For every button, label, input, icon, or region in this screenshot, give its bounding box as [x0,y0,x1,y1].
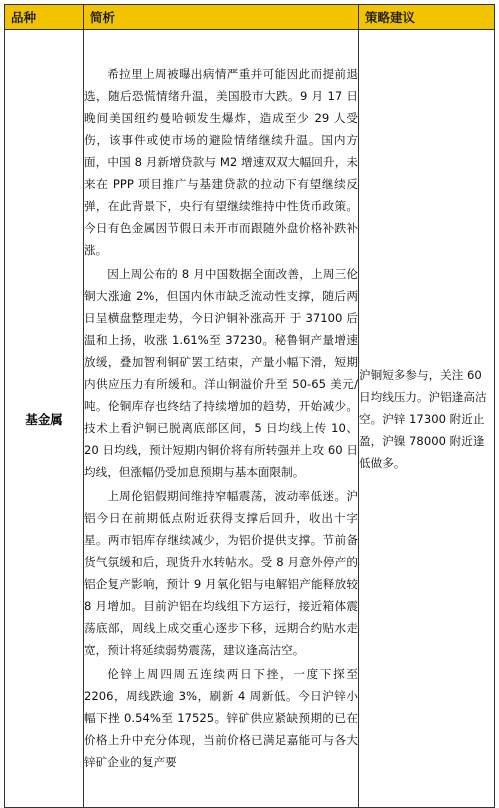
header-row [5,5,495,30]
table-row [5,30,495,808]
advice-cell: 沪铜短多参与，关注 60 日均线压力。沪铝逢高沽空。沪锌 17300 附近止盈，沪镍 78000 附近逢低做多。 [359,30,495,808]
header-advice: 策略建议 [359,5,495,30]
header-variety: 品种 [5,5,84,30]
strategy-table [4,4,495,808]
header-analysis: 简析 [84,5,359,30]
variety-cell: 基金属 [5,30,84,808]
analysis-paragraph-aluminum: 上周伦铝假期间维持窄幅震荡，波动率低迷。沪铝今日在前期低点附近获得支撑后回升，收出十字星。两市铝库存继续减少，为铝价提供支撑。节前备货气氛缓和后，现货升水转帖水。受 8 月意外停产的铝企复产影响，预计 9 月氧化铝与电解铝产能释放较 8 月增加。目前沪铝在均线组下方运行，接近箱体震荡底部，周线上成交重心逐步下移，远期合约贴水走宽，预计将延续弱势震荡，建议逢高沽空。 [84,488,358,657]
analysis-paragraph-macro: 希拉里上周被曝出病情严重并可能因此而提前退选，随后恐慌情绪升温，美国股市大跌。9 月 17 日晚间美国纽约曼哈顿发生爆炸，造成至少 29 人受伤，该事件或使市场的避险情绪继续升温。国内方面，中国 8 月新增贷款与 M2 增速双双大幅回升，未来在 PPP 项目推广与基建贷款的拉动下有望继续反弹，在此背景下，央行有望继续维持中性货币政策。今日有色金属因节假日未开市而跟随外盘价格补跌补涨。 [84,66,358,257]
analysis-cell [84,30,359,808]
analysis-paragraph-zinc: 伦锌上周四周五连续两日下挫，一度下探至 2206，周线跌逾 3%，刷新 4 周新低。今日沪锌小幅下挫 0.54%至 17525。锌矿供应紧缺预期的已在价格上升中充分体现，当前价格已满足嘉能可与各大锌矿企业的复产要 [84,666,358,769]
analysis-paragraph-copper: 因上周公布的 8 月中国数据全面改善，上周三伦铜大涨逾 2%，但国内休市缺乏流动性支撑，随后两日呈横盘整理走势，今日沪铜补涨高开 于 37100 后温和上扬，收涨 1.61%至 37230。秘鲁铜产量增速放缓，叠加智利铜矿罢工结束，产量小幅下滑，短期内供应压力有所缓和。洋山铜溢价升至 50-65 美元/吨。伦铜库存也终结了持续增加的趋势，开始减少。技术上看沪铜已脱离底部区间，5 日均线上传 10、20 日均线，预计短期内铜价将有所转强并上攻 60 日均线，但涨幅仍受加息预期与基本面限制。 [84,266,358,479]
